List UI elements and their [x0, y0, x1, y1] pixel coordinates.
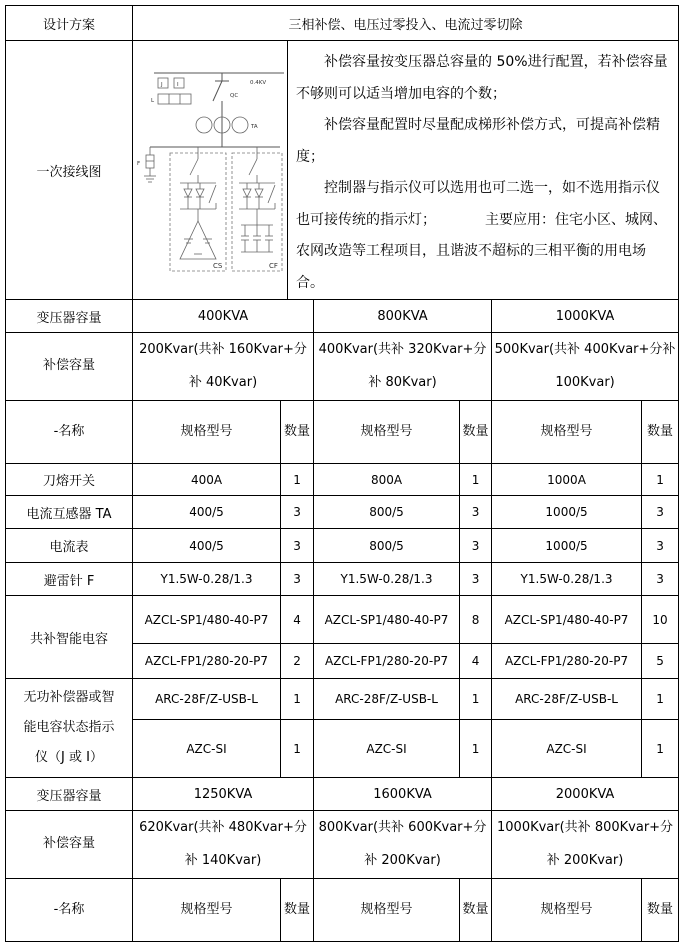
equipment-spec: AZCL-SP1/480-40-P7 — [492, 596, 642, 644]
equipment-qty: 1 — [281, 464, 314, 496]
equipment-name: 共补智能电容 — [6, 596, 133, 679]
equipment-row — [6, 563, 679, 596]
equipment-qty: 3 — [281, 496, 314, 529]
equipment-spec: 1000/5 — [492, 496, 642, 529]
equipment-row — [6, 529, 679, 563]
one-line-diagram — [134, 63, 287, 277]
spec-column-header: 规格型号 — [314, 879, 460, 942]
wiring-diagram-row — [6, 41, 679, 300]
equipment-spec: 800A — [314, 464, 460, 496]
equipment-spec: ARC-28F/Z-USB-L — [133, 679, 281, 720]
arrester-label: F — [136, 161, 140, 167]
qty-column-header: 数量 — [281, 879, 314, 942]
equipment-spec: Y1.5W-0.28/1.3 — [133, 563, 281, 596]
transformer-capacity-label: 变压器容量 — [6, 778, 133, 811]
equipment-qty: 3 — [642, 529, 679, 563]
equipment-qty: 1 — [460, 464, 492, 496]
equipment-name: 无功补偿器或智能电容状态指示仪（J 或 I） — [6, 679, 133, 778]
equipment-spec: 400/5 — [133, 529, 281, 563]
transformer-capacity-value: 2000KVA — [492, 778, 679, 811]
equipment-qty: 2 — [281, 644, 314, 679]
transformer-capacity-value: 1250KVA — [133, 778, 314, 811]
equipment-qty: 1 — [281, 720, 314, 778]
equipment-spec: Y1.5W-0.28/1.3 — [314, 563, 460, 596]
transformer-capacity-value: 400KVA — [133, 300, 314, 333]
equipment-row — [6, 496, 679, 529]
qty-column-header: 数量 — [460, 879, 492, 942]
equipment-spec: AZCL-FP1/280-20-P7 — [314, 644, 460, 679]
compensation-capacity-value: 500Kvar(共补 400Kvar+分补 100Kvar) — [492, 333, 679, 401]
design-scheme-value: 三相补偿、电压过零投入、电流过零切除 — [133, 6, 679, 41]
equipment-row — [6, 596, 679, 644]
equipment-qty: 1 — [460, 720, 492, 778]
transformer-capacity-label: 变压器容量 — [6, 300, 133, 333]
equipment-qty: 5 — [642, 644, 679, 679]
compensation-capacity-value: 200Kvar(共补 160Kvar+分补 40Kvar) — [133, 333, 314, 401]
equipment-spec: AZC-SI — [314, 720, 460, 778]
compensation-capacity-value: 800Kvar(共补 600Kvar+分补 200Kvar) — [314, 811, 492, 879]
spec-column-header: 规格型号 — [492, 401, 642, 464]
note-paragraph: 补偿容量按变压器总容量的 50%进行配置，若补偿容量不够则可以适当增加电容的个数； — [296, 54, 668, 102]
equipment-spec: AZC-SI — [133, 720, 281, 778]
design-diagram-table — [5, 5, 679, 300]
equipment-qty: 1 — [642, 720, 679, 778]
note-paragraph: 控制器与指示仪可以选用也可二选一，如不选用指示仪也可接传统的指示灯； 主要应用：住宅小区、城网、农网改造等工程项目，且谐波不超标的三相平衡的用电场合。 — [296, 180, 667, 291]
indicator-i-label: I — [176, 82, 179, 88]
equipment-spec: AZC-SI — [492, 720, 642, 778]
equipment-row — [6, 679, 679, 720]
name-column-header: -名称 — [6, 401, 133, 464]
compensation-capacity-row — [6, 811, 679, 879]
equipment-spec: Y1.5W-0.28/1.3 — [492, 563, 642, 596]
spec-column-header: 规格型号 — [133, 401, 281, 464]
equipment-spec: AZCL-FP1/280-20-P7 — [133, 644, 281, 679]
bus-voltage-label: 0.4KV — [249, 80, 266, 86]
equipment-spec: 800/5 — [314, 529, 460, 563]
equipment-row — [6, 464, 679, 496]
equipment-qty: 3 — [642, 563, 679, 596]
equipment-spec: 800/5 — [314, 496, 460, 529]
equipment-spec: 400/5 — [133, 496, 281, 529]
equipment-qty: 4 — [281, 596, 314, 644]
equipment-table — [5, 299, 679, 942]
equipment-spec: AZCL-SP1/480-40-P7 — [133, 596, 281, 644]
equipment-qty: 3 — [460, 529, 492, 563]
equipment-spec: ARC-28F/Z-USB-L — [492, 679, 642, 720]
equipment-qty: 3 — [460, 496, 492, 529]
equipment-qty: 1 — [642, 679, 679, 720]
column-header-row — [6, 401, 679, 464]
indicator-l-label: L — [150, 98, 154, 104]
ct-label: TA — [250, 124, 258, 130]
design-notes — [288, 41, 679, 300]
qty-column-header: 数量 — [281, 401, 314, 464]
compensation-capacity-value: 620Kvar(共补 480Kvar+分补 140Kvar) — [133, 811, 314, 879]
qty-column-header: 数量 — [642, 401, 679, 464]
qty-column-header: 数量 — [460, 401, 492, 464]
transformer-capacity-value: 1600KVA — [314, 778, 492, 811]
design-scheme-label: 设计方案 — [6, 6, 133, 41]
split-group-label: CF — [268, 262, 278, 270]
design-scheme-row — [6, 6, 679, 41]
compensation-capacity-row — [6, 333, 679, 401]
equipment-qty: 3 — [460, 563, 492, 596]
qty-column-header: 数量 — [642, 879, 679, 942]
transformer-capacity-value: 1000KVA — [492, 300, 679, 333]
compensation-capacity-value: 400Kvar(共补 320Kvar+分补 80Kvar) — [314, 333, 492, 401]
name-column-header: -名称 — [6, 879, 133, 942]
equipment-qty: 1 — [642, 464, 679, 496]
transformer-capacity-row — [6, 300, 679, 333]
column-header-row — [6, 879, 679, 942]
one-line-diagram-cell — [133, 41, 288, 300]
equipment-qty: 3 — [281, 529, 314, 563]
equipment-qty: 1 — [460, 679, 492, 720]
common-group-label: CS — [212, 262, 222, 270]
transformer-capacity-row — [6, 778, 679, 811]
spec-column-header: 规格型号 — [314, 401, 460, 464]
equipment-qty: 10 — [642, 596, 679, 644]
equipment-spec: ARC-28F/Z-USB-L — [314, 679, 460, 720]
equipment-spec: AZCL-SP1/480-40-P7 — [314, 596, 460, 644]
compensation-capacity-label: 补偿容量 — [6, 811, 133, 879]
equipment-spec: 1000A — [492, 464, 642, 496]
indicator-j-label: J — [160, 82, 163, 88]
spec-column-header: 规格型号 — [492, 879, 642, 942]
equipment-qty: 3 — [642, 496, 679, 529]
compensation-capacity-label: 补偿容量 — [6, 333, 133, 401]
transformer-capacity-value: 800KVA — [314, 300, 492, 333]
equipment-qty: 8 — [460, 596, 492, 644]
note-paragraph: 补偿容量配置时尽量配成梯形补偿方式，可提高补偿精度； — [296, 117, 660, 165]
breaker-label: QC — [229, 93, 238, 99]
spec-column-header: 规格型号 — [133, 879, 281, 942]
equipment-qty: 4 — [460, 644, 492, 679]
equipment-spec: 1000/5 — [492, 529, 642, 563]
equipment-spec: 400A — [133, 464, 281, 496]
equipment-qty: 1 — [281, 679, 314, 720]
compensation-capacity-value: 1000Kvar(共补 800Kvar+分补 200Kvar) — [492, 811, 679, 879]
equipment-name: 电流表 — [6, 529, 133, 563]
equipment-name: 避雷针 F — [6, 563, 133, 596]
equipment-name: 电流互感器 TA — [6, 496, 133, 529]
wiring-diagram-label: 一次接线图 — [6, 41, 133, 300]
equipment-name: 刀熔开关 — [6, 464, 133, 496]
equipment-spec: AZCL-FP1/280-20-P7 — [492, 644, 642, 679]
equipment-qty: 3 — [281, 563, 314, 596]
